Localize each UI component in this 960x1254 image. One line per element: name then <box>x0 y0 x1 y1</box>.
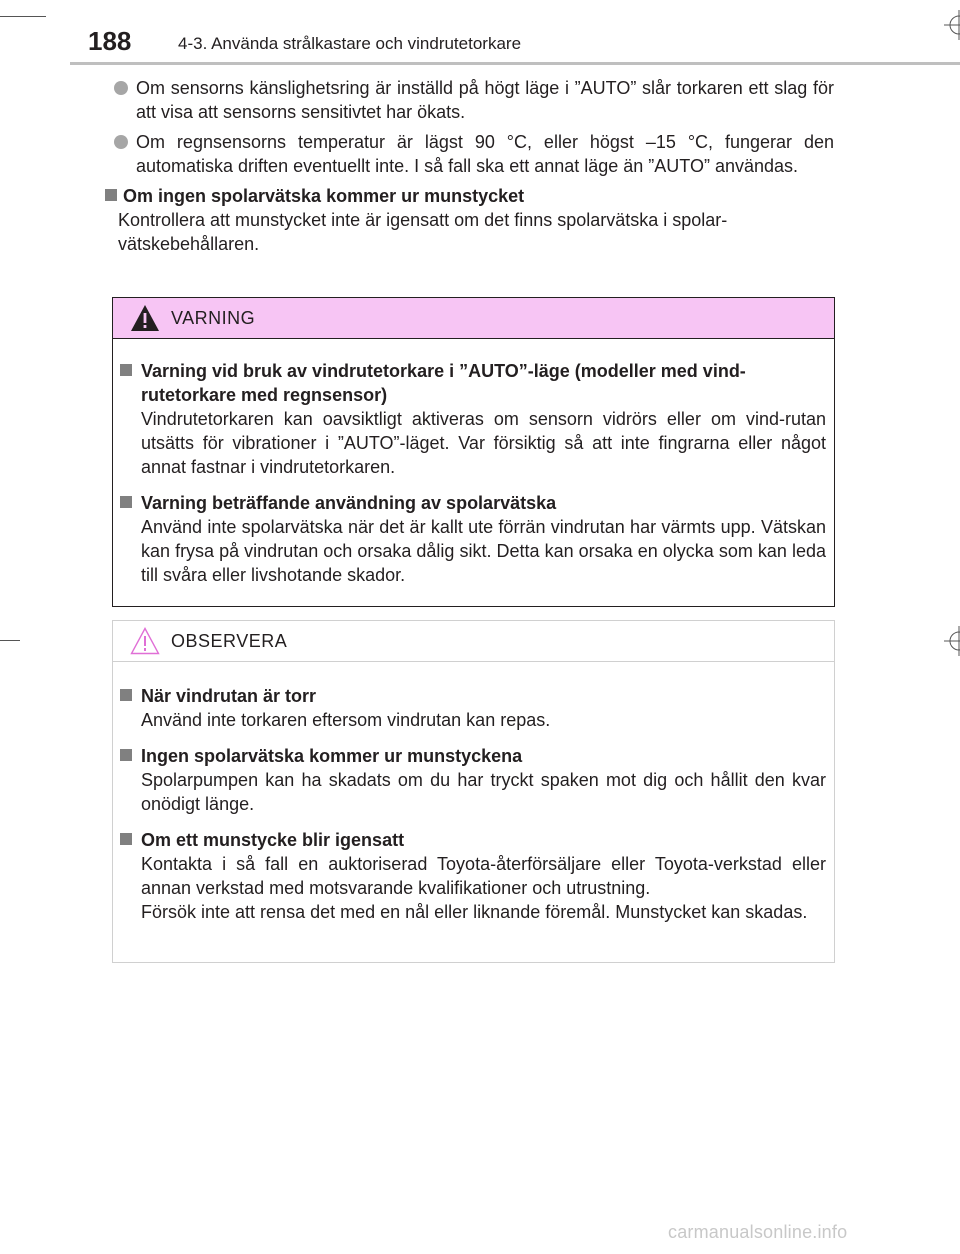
section-title: 4-3. Använda strålkastare och vindrutetorkare <box>178 34 522 53</box>
warning-body <box>113 339 834 587</box>
bullet-text: Om sensorns känslighetsring är inställd på högt läge i ”AUTO” slår torkaren ett slag för att visa att sensorns sensitivtet har ökats. <box>136 78 834 122</box>
paragraph: Försök inte att rensa det med en nål eller liknande föremål. Munstycket kan skadas. <box>141 902 808 922</box>
subheading <box>120 491 826 515</box>
paragraph: Kontakta i så fall en auktoriserad Toyota-återförsäljare eller Toyota-verkstad eller annan verkstad med motsvarande kvalifikationer och utrustning. <box>141 854 826 898</box>
notice-label: OBSERVERA <box>171 631 288 651</box>
warning-box <box>112 297 835 607</box>
list-item <box>112 130 834 178</box>
page-number: 188 <box>88 26 132 56</box>
square-bullet-icon <box>120 364 132 376</box>
square-bullet-icon <box>120 833 132 845</box>
paragraph: Använd inte torkaren eftersom vindrutan kan repas. <box>141 710 551 730</box>
square-bullet-icon <box>105 189 117 201</box>
notice-box <box>112 620 835 963</box>
page-header <box>70 26 960 62</box>
subheading <box>120 828 826 852</box>
crop-mark-top-left <box>0 16 46 17</box>
crop-mark-left-middle <box>0 640 20 641</box>
paragraph: Spolarpumpen kan ha skadats om du har tryckt spaken mot dig och hållit den kvar onödigt länge. <box>141 770 826 814</box>
subheading-text: När vindrutan är torr <box>141 686 317 706</box>
subheading <box>105 184 834 208</box>
header-divider <box>70 62 960 65</box>
watermark: carmanualsonline.info <box>668 1222 848 1242</box>
warning-label: VARNING <box>171 308 256 328</box>
subheading <box>120 359 826 407</box>
subheading-text: Om ett munstycke blir igensatt <box>141 830 405 850</box>
bullet-dot-icon <box>114 81 128 95</box>
caution-triangle-outline-icon <box>130 627 160 655</box>
bullet-text: Om regnsensorns temperatur är lägst 90 °C, eller högst –15 °C, fungerar den automatiska driften eventuellt inte. I så fall ska ett annat läge än ”AUTO” användas. <box>136 132 834 176</box>
list-item <box>112 76 834 124</box>
intro-section <box>112 76 834 256</box>
square-bullet-icon <box>120 496 132 508</box>
subheading-text: Varning vid bruk av vindrutetorkare i ”AUTO”-läge (modeller med vind-rutetorkare med regnsensor) <box>141 361 746 405</box>
subheading <box>120 684 826 708</box>
subheading-text: Ingen spolarvätska kommer ur munstyckena <box>141 746 523 766</box>
paragraph: Kontrollera att munstycket inte är igensatt om det finns spolarvätska i spolar-vätskebehållaren. <box>118 210 728 254</box>
subheading <box>120 744 826 768</box>
subheading-text: Varning beträffande användning av spolarvätska <box>141 493 557 513</box>
subheading-text: Om ingen spolarvätska kommer ur munstycket <box>123 186 525 206</box>
paragraph: Använd inte spolarvätska när det är kallt ute förrän vindrutan har värmts upp. Vätskan kan frysa på vindrutan och orsaka dålig sikt. Detta kan orsaka en olycka som kan leda till svåra eller livshotande skador. <box>141 517 826 585</box>
warning-triangle-icon <box>130 304 160 332</box>
square-bullet-icon <box>120 749 132 761</box>
bullet-dot-icon <box>114 135 128 149</box>
paragraph: Vindrutetorkaren kan oavsiktligt aktiveras om sensorn vidrörs eller om vind-rutan utsätts för vibrationer i ”AUTO”-läget. Var försiktig så att inte fingrarna eller något annat fastnar i vindrutetorkaren. <box>141 409 826 477</box>
notice-header <box>113 621 834 662</box>
registration-mark-icon <box>944 626 960 656</box>
warning-header <box>113 298 834 339</box>
square-bullet-icon <box>120 689 132 701</box>
notice-body <box>113 662 834 924</box>
